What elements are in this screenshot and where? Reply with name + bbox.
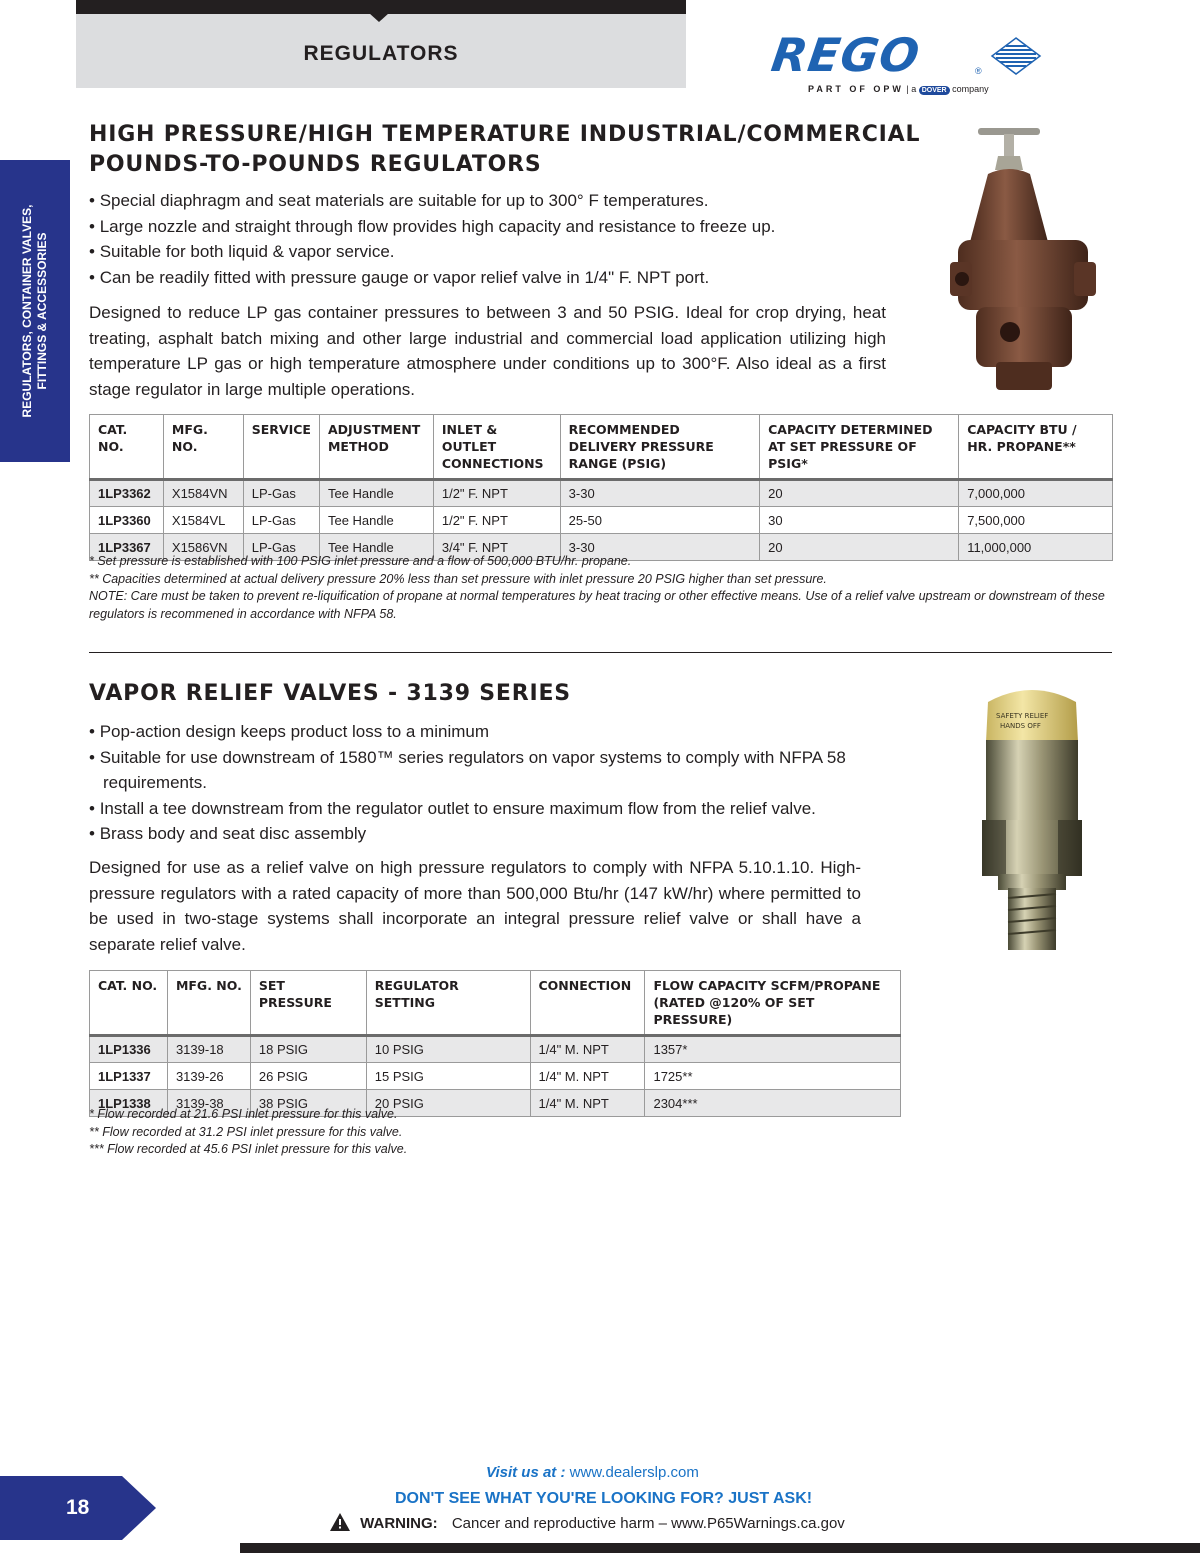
logo-tagline-sep: | a [906, 84, 917, 94]
column-header: MFG. NO. [163, 415, 243, 480]
table-cell: 20 PSIG [366, 1090, 530, 1117]
footnote: * Flow recorded at 21.6 PSI inlet pressure for this valve. [89, 1107, 398, 1121]
table-cell: 30 [760, 507, 959, 534]
table-cell: 3-30 [560, 534, 759, 561]
table-cell: 1/4" M. NPT [530, 1036, 645, 1063]
cap-label-line1: SAFETY RELIEF [996, 712, 1049, 720]
table-cell: 18 PSIG [250, 1036, 366, 1063]
column-header: REGULATOR SETTING [366, 971, 530, 1036]
table-cell: 1LP3367 [90, 534, 164, 561]
table-cell: Tee Handle [319, 507, 433, 534]
table-cell: 1357* [645, 1036, 901, 1063]
header-notch [369, 13, 389, 22]
website-link[interactable]: www.dealerslp.com [569, 1464, 699, 1481]
cap-label-line2: HANDS OFF [1000, 722, 1041, 730]
section2-description: Designed for use as a relief valve on high pressure regulators to comply with NFPA 5.10.1.10. High-pressure regulators with a rated capacity of more than 500,000 Btu/hr (147 kW/hr) where permitted to be used in two-stage systems shall incorporate an integral pressure relief valve or shall have a separate relief valve. [89, 858, 861, 954]
visit-line [486, 1464, 699, 1481]
table-cell: 3139-38 [167, 1090, 250, 1117]
list-item: • Suitable for both liquid & vapor service. [89, 239, 889, 265]
table-cell: 25-50 [560, 507, 759, 534]
table-cell: 10 PSIG [366, 1036, 530, 1063]
relief-valve-spec-table [89, 970, 901, 1117]
table-cell: 1/2" F. NPT [433, 507, 560, 534]
footnote: ** Capacities determined at actual delivery pressure 20% less than set pressure with inlet pressure 20 PSIG higher than set pressure. [89, 571, 827, 586]
column-header: CONNECTION [530, 971, 645, 1036]
list-item: • Suitable for use downstream of 1580™ series regulators on vapor systems to comply with NFPA 58 requirements. [89, 745, 889, 796]
regulator-spec-table [89, 414, 1113, 561]
list-item: • Can be readily fitted with pressure gauge or vapor relief valve in 1/4" F. NPT port. [89, 265, 889, 291]
table-cell: 1LP1337 [90, 1063, 168, 1090]
table-cell: X1584VL [163, 507, 243, 534]
side-tab-line1: REGULATORS, CONTAINER VALVES, [20, 204, 34, 418]
table-cell: 20 [760, 534, 959, 561]
table-cell: Tee Handle [319, 480, 433, 507]
regulator-photo [948, 122, 1098, 394]
section1-title-line2: POUNDS-TO-POUNDS REGULATORS [89, 152, 542, 177]
side-tab-line2: FITTINGS & ACCESSORIES [35, 232, 49, 390]
list-item: • Pop-action design keeps product loss to a minimum [89, 719, 889, 745]
table-cell: 7,500,000 [959, 507, 1113, 534]
table-cell: LP-Gas [243, 534, 319, 561]
logo-tagline-company: company [952, 84, 989, 94]
bottom-bar [240, 1543, 1200, 1553]
column-header: FLOW CAPACITY SCFM/PROPANE (RATED @120% OF SET PRESSURE) [645, 971, 901, 1036]
list-item: • Special diaphragm and seat materials are suitable for up to 300° F temperatures. [89, 188, 889, 214]
table-cell: 2304*** [645, 1090, 901, 1117]
table-cell: 7,000,000 [959, 480, 1113, 507]
logo-tagline-dover: DOVER [919, 86, 950, 95]
table-cell: X1584VN [163, 480, 243, 507]
footnote: ** Flow recorded at 31.2 PSI inlet pressure for this valve. [89, 1124, 403, 1139]
visit-label: Visit us at : [486, 1464, 566, 1481]
footnote: * Set pressure is established with 100 PSIG inlet pressure and a flow of 500,000 BTU/hr. propane. [89, 554, 632, 568]
section-header [76, 14, 686, 88]
table-row [90, 507, 1113, 534]
column-header: CAPACITY DETERMINED AT SET PRESSURE OF PSIG* [760, 415, 959, 480]
warning-label: WARNING: [360, 1515, 438, 1532]
column-header: INLET & OUTLET CONNECTIONS [433, 415, 560, 480]
logo-registered-mark: ® [975, 66, 982, 76]
table-cell: LP-Gas [243, 507, 319, 534]
table-header-row [90, 971, 901, 1036]
table-cell: 20 [760, 480, 959, 507]
section1-footnotes [89, 553, 1113, 623]
column-header: ADJUSTMENT METHOD [319, 415, 433, 480]
table-header-row [90, 415, 1113, 480]
table-cell: 1LP1336 [90, 1036, 168, 1063]
table-cell: 26 PSIG [250, 1063, 366, 1090]
table-cell: X1586VN [163, 534, 243, 561]
table-cell: 1LP1338 [90, 1090, 168, 1117]
table-row [90, 1036, 901, 1063]
section2-footnotes [89, 1106, 901, 1159]
column-header: CAPACITY BTU / HR. PROPANE** [959, 415, 1113, 480]
table-cell: 3/4" F. NPT [433, 534, 560, 561]
logo-tagline-opw: PART OF OPW [808, 84, 904, 94]
section2-bullets [89, 719, 889, 847]
section-divider [89, 652, 1112, 653]
table-cell: Tee Handle [319, 534, 433, 561]
footnote: NOTE: Care must be taken to prevent re-liquification of propane at normal temperatures by heat tracing or other effective means. Use of a relief valve upstream or downstream of these regulators is recommened in accordance with NFPA 58. [89, 589, 1105, 621]
section1-title-line1: HIGH PRESSURE/HIGH TEMPERATURE INDUSTRIAL/COMMERCIAL [89, 122, 921, 147]
rego-logo [768, 28, 1052, 98]
ask-tagline: DON'T SEE WHAT YOU'RE LOOKING FOR? JUST ASK! [395, 1490, 813, 1507]
table-cell: 3-30 [560, 480, 759, 507]
top-bar [76, 0, 686, 14]
table-cell: 38 PSIG [250, 1090, 366, 1117]
prop65-warning [330, 1513, 845, 1532]
column-header: RECOMMENDED DELIVERY PRESSURE RANGE (PSIG) [560, 415, 759, 480]
warning-text: Cancer and reproductive harm – www.P65Warnings.ca.gov [451, 1515, 845, 1532]
table-row [90, 480, 1113, 507]
column-header: CAT. NO. [90, 415, 164, 480]
footnote: *** Flow recorded at 45.6 PSI inlet pressure for this valve. [89, 1142, 408, 1156]
table-cell: 1/4" M. NPT [530, 1090, 645, 1117]
table-cell: LP-Gas [243, 480, 319, 507]
table-row [90, 1063, 901, 1090]
side-tab-label [20, 166, 50, 456]
table-cell: 1725** [645, 1063, 901, 1090]
logo-tagline [808, 84, 989, 95]
table-cell: 3139-26 [167, 1063, 250, 1090]
table-cell: 15 PSIG [366, 1063, 530, 1090]
list-item: • Large nozzle and straight through flow provides high capacity and resistance to freeze up. [89, 214, 889, 240]
logo-wordmark: REGO [768, 28, 924, 82]
column-header: CAT. NO. [90, 971, 168, 1036]
column-header: SET PRESSURE [250, 971, 366, 1036]
table-cell: 11,000,000 [959, 534, 1113, 561]
section1-bullets [89, 188, 889, 290]
list-item: • Install a tee downstream from the regulator outlet to ensure maximum flow from the relief valve. [89, 796, 889, 822]
warning-icon [330, 1513, 350, 1531]
page-number: 18 [66, 1496, 90, 1519]
section1-title [89, 120, 920, 180]
list-item: • Brass body and seat disc assembly [89, 821, 889, 847]
column-header: MFG. NO. [167, 971, 250, 1036]
table-cell: 1/4" M. NPT [530, 1063, 645, 1090]
table-cell: 1/2" F. NPT [433, 480, 560, 507]
column-header: SERVICE [243, 415, 319, 480]
logo-emblem-icon [990, 36, 1042, 76]
table-cell: 1LP3360 [90, 507, 164, 534]
table-cell: 3139-18 [167, 1036, 250, 1063]
table-cell: 1LP3362 [90, 480, 164, 507]
section-title: REGULATORS [303, 42, 459, 65]
relief-valve-photo [978, 684, 1086, 956]
section2-title: VAPOR RELIEF VALVES - 3139 SERIES [89, 681, 571, 706]
section1-description: Designed to reduce LP gas container pressures to between 3 and 50 PSIG. Ideal for crop drying, heat treating, asphalt batch mixing and other large industrial and commercial load application utilizing high temperature LP gas or high temperature atmosphere under conditions up to 300°F. Also ideal as a first stage regulator in large multiple operations. [89, 303, 886, 399]
side-category-tab [0, 160, 70, 462]
